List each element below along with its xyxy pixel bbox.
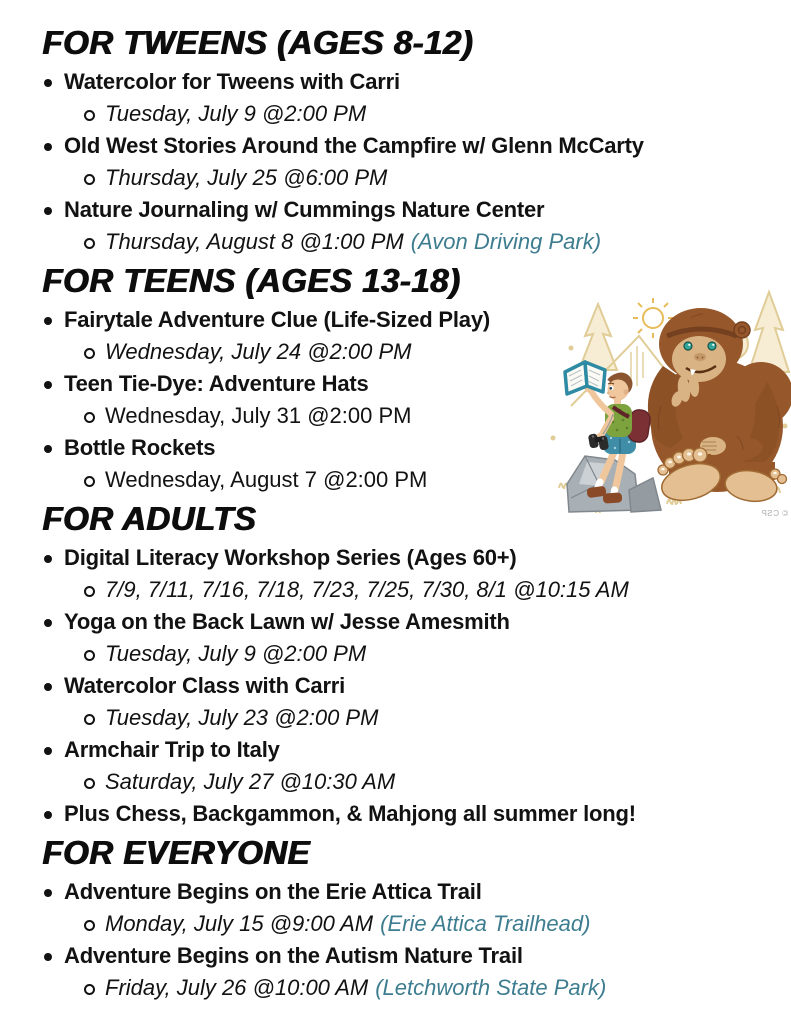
boy-reading-figure — [565, 362, 661, 512]
program-item — [40, 734, 791, 798]
session-datetime: Thursday, July 25 @6:00 PM — [105, 165, 388, 190]
session-row — [64, 162, 791, 194]
session-row — [64, 908, 791, 940]
session-datetime: Friday, July 26 @10:00 AM — [105, 975, 369, 1000]
session-datetime: Thursday, August 8 @1:00 PM — [105, 229, 404, 254]
section-for-adults — [40, 498, 791, 830]
session-row — [64, 226, 791, 258]
program-item — [40, 876, 791, 940]
program-title: Bottle Rockets — [64, 435, 216, 460]
session-datetime: Wednesday, July 24 @2:00 PM — [105, 339, 412, 364]
bigfoot-illustration-svg — [541, 286, 791, 518]
program-item — [40, 606, 791, 670]
session-datetime: Tuesday, July 23 @2:00 PM — [105, 705, 379, 730]
session-location: (Avon Driving Park) — [410, 229, 602, 254]
section-heading: FOR EVERYONE — [42, 834, 310, 871]
section-heading: FOR ADULTS — [42, 500, 256, 537]
program-title: Digital Literacy Workshop Series (Ages 60+) — [64, 545, 517, 570]
program-title: Watercolor for Tweens with Carri — [64, 69, 400, 94]
program-item — [40, 670, 791, 734]
session-datetime: Tuesday, July 9 @2:00 PM — [105, 101, 367, 126]
program-item — [40, 940, 791, 1004]
session-row — [64, 98, 791, 130]
session-datetime: 7/9, 7/11, 7/16, 7/18, 7/23, 7/25, 7/30, 8/1 @10:15 AM — [105, 577, 629, 602]
session-row — [64, 972, 791, 1004]
program-title: Plus Chess, Backgammon, & Mahjong all summer long! — [64, 801, 636, 826]
program-item — [40, 130, 791, 194]
program-title: Armchair Trip to Italy — [64, 737, 280, 762]
program-title: Yoga on the Back Lawn w/ Jesse Amesmith — [64, 609, 510, 634]
session-datetime: Saturday, July 27 @10:30 AM — [105, 769, 396, 794]
program-item — [40, 542, 791, 606]
program-title: Adventure Begins on the Autism Nature Trail — [64, 943, 523, 968]
artist-signature: © CSP — [760, 509, 788, 518]
session-row — [64, 702, 791, 734]
program-list — [40, 876, 791, 1004]
program-item — [40, 194, 791, 258]
program-title: Fairytale Adventure Clue (Life-Sized Play) — [64, 307, 491, 332]
session-datetime: Monday, July 15 @9:00 AM — [105, 911, 374, 936]
program-title: Nature Journaling w/ Cummings Nature Center — [64, 197, 545, 222]
program-title: Adventure Begins on the Erie Attica Trail — [64, 879, 482, 904]
session-datetime: Wednesday, August 7 @2:00 PM — [105, 467, 428, 492]
program-item — [40, 798, 791, 830]
session-location: (Erie Attica Trailhead) — [380, 911, 591, 936]
session-row — [64, 766, 791, 798]
section-for-tweens — [40, 22, 791, 258]
illustration-boy-reading-to-bigfoot — [541, 286, 791, 518]
session-datetime: Tuesday, July 9 @2:00 PM — [105, 641, 367, 666]
program-list — [40, 542, 791, 830]
session-datetime: Wednesday, July 31 @2:00 PM — [105, 403, 412, 428]
program-title: Watercolor Class with Carri — [64, 673, 346, 698]
session-location: (Letchworth State Park) — [375, 975, 607, 1000]
section-for-everyone — [40, 832, 791, 1004]
section-heading: FOR TWEENS (AGES 8-12) — [42, 24, 473, 61]
program-list — [40, 66, 791, 258]
session-row — [64, 638, 791, 670]
program-title: Teen Tie-Dye: Adventure Hats — [64, 371, 369, 396]
section-heading: FOR TEENS (AGES 13-18) — [42, 262, 461, 299]
program-item — [40, 66, 791, 130]
program-title: Old West Stories Around the Campfire w/ Glenn McCarty — [64, 133, 644, 158]
session-row — [64, 574, 791, 606]
